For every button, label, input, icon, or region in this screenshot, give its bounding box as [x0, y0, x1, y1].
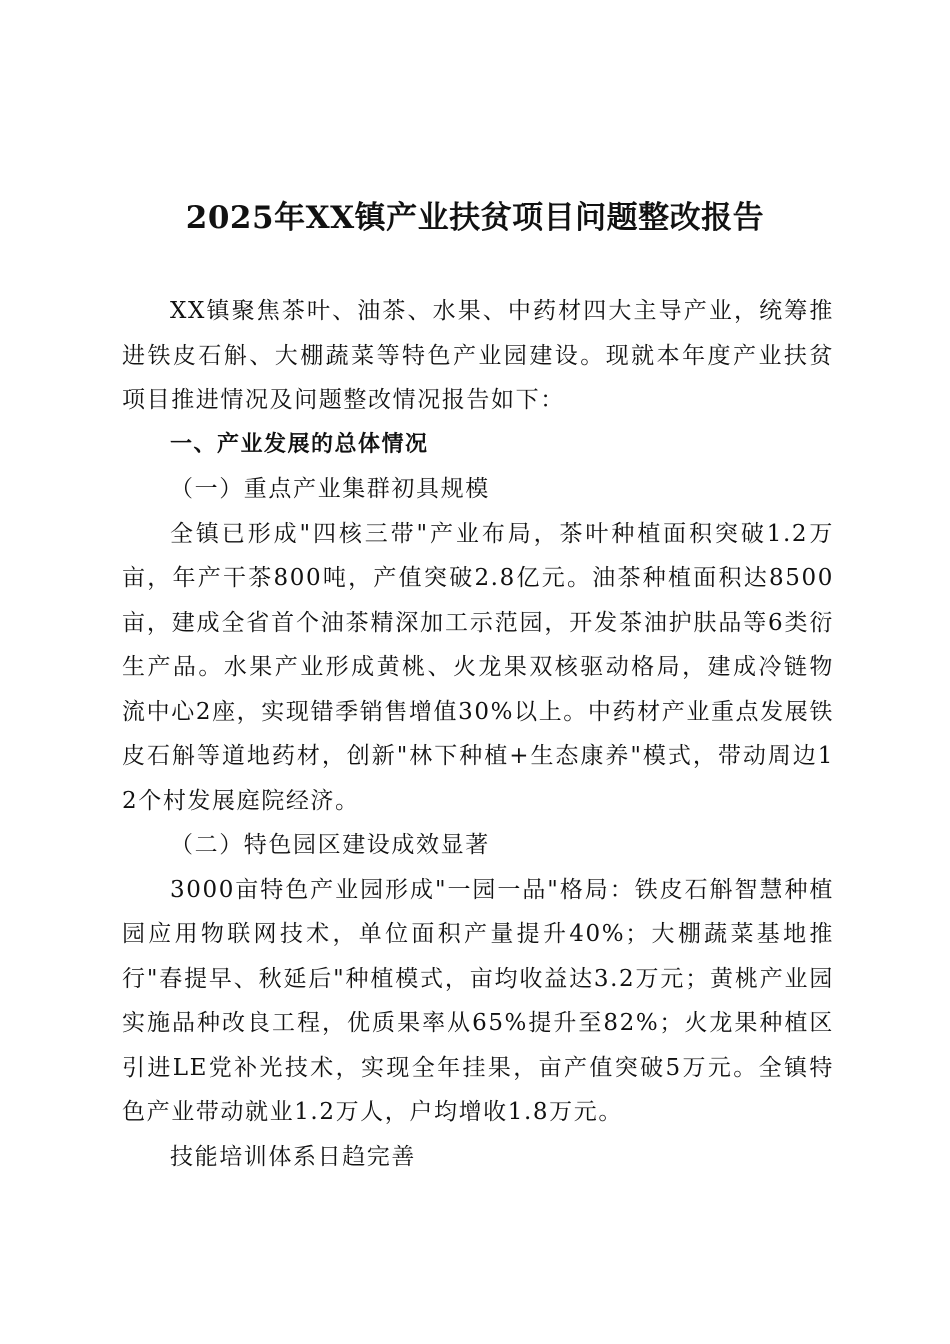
section-heading-overall: 一、产业发展的总体情况 [170, 431, 429, 457]
subsection-heading-special-parks: （二）特色园区建设成效显著 [170, 832, 490, 858]
document-body [122, 289, 834, 1179]
document-title: 2025年XX镇产业扶贫项目问题整改报告 [185, 200, 765, 236]
intro-paragraph: XX镇聚焦茶叶、油茶、水果、中药材四大主导产业，统筹推进铁皮石斛、大棚蔬菜等特色产业园建设。现就本年度产业扶贫项目推进情况及问题整改情况报告如下： [122, 298, 834, 413]
subsection-heading-skills-training: 技能培训体系日趋完善 [170, 1143, 416, 1170]
industry-clusters-paragraph: 全镇已形成"四核三带"产业布局，茶叶种植面积突破1.2万亩，年产干茶800吨，产值突破2.8亿元。油茶种植面积达8500亩，建成全省首个油茶精深加工示范园，开发茶油护肤品等6类衍生产品。水果产业形成黄桃、火龙果双核驱动格局，建成冷链物流中心2座，实现错季销售增值30%以上。中药材产业重点发展铁皮石斛等道地药材，创新"林下种植+生态康养"模式，带动周边12个村发展庭院经济。 [122, 520, 834, 814]
subsection-heading-industry-clusters: （一）重点产业集群初具规模 [170, 476, 490, 502]
special-parks-paragraph: 3000亩特色产业园形成"一园一品"格局：铁皮石斛智慧种植园应用物联网技术，单位面积产量提升40%；大棚蔬菜基地推行"春提早、秋延后"种植模式，亩均收益达3.2万元；黄桃产业园实施品种改良工程，优质果率从65%提升至82%；火龙果种植区引进LE党补光技术，实现全年挂果，亩产值突破5万元。全镇特色产业带动就业1.2万人，户均增收1.8万元。 [122, 876, 834, 1125]
